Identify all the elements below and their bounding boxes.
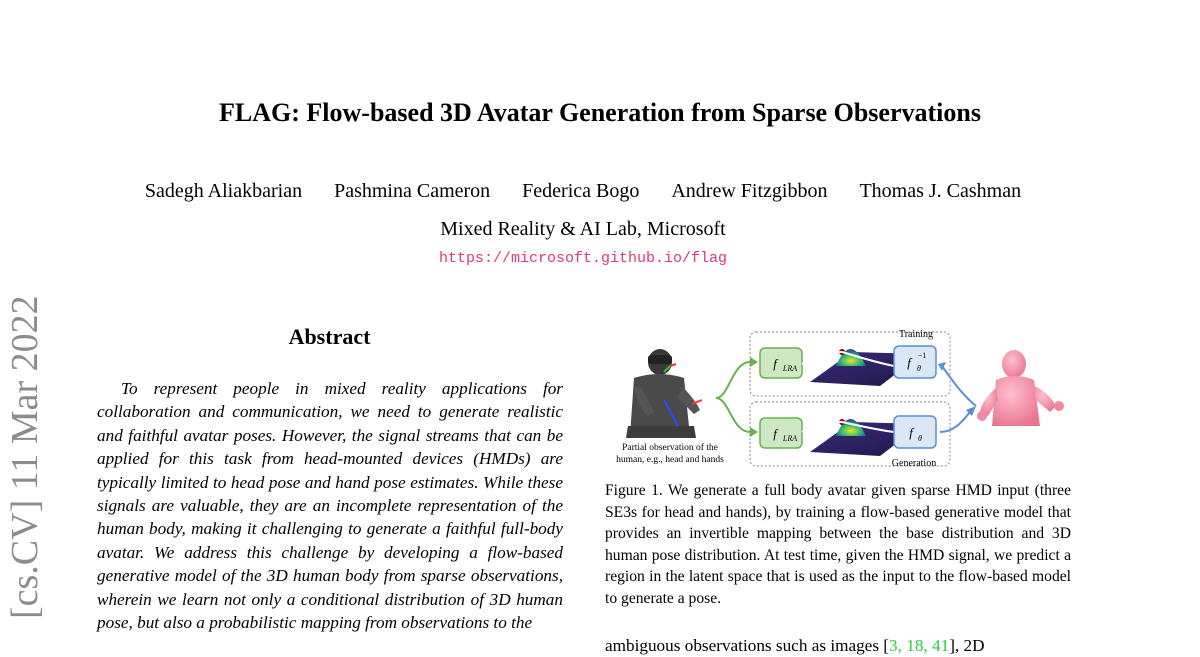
body-text-before: ambiguous observations such as images [ bbox=[605, 636, 890, 655]
inv-label-sub: θ bbox=[917, 364, 921, 373]
inverse-flow-box bbox=[894, 346, 936, 378]
figure-caption: Figure 1. We generate a full body avatar given sparse HMD input (three SE3s for head and hands), by training a flow-based generative model that provides an invertible mapping between the base distribution and 3D human pose distribution. At test time, given the HMD signal, we predict a region in the latent space that is used as the input to the flow-based model to generate a pose. bbox=[605, 482, 1071, 607]
affiliation: Mixed Reality & AI Lab, Microsoft bbox=[440, 218, 726, 240]
author-name: Sadegh Aliakbarian bbox=[144, 180, 303, 202]
forward-flow-box bbox=[894, 416, 936, 448]
arrow-forward-to-avatar bbox=[940, 412, 970, 432]
input-label-line2: human, e.g., head and hands bbox=[616, 455, 724, 465]
avatar-mesh-image bbox=[977, 350, 1064, 426]
figure-1-diagram bbox=[604, 326, 1074, 472]
generation-label: Generation bbox=[891, 458, 937, 469]
abstract-heading: Abstract bbox=[288, 324, 371, 349]
project-url-link[interactable]: https://microsoft.github.io/flag bbox=[438, 250, 728, 267]
lra-label-f: f bbox=[773, 426, 777, 441]
fwd-label-f: f bbox=[909, 425, 913, 440]
arrow-to-generation bbox=[716, 398, 750, 432]
lra-box-top bbox=[760, 348, 802, 378]
arrow-avatar-to-inverse bbox=[942, 366, 976, 406]
author-name: Thomas J. Cashman bbox=[859, 180, 1022, 202]
author-list bbox=[0, 180, 1166, 203]
fwd-label-sub: θ bbox=[918, 434, 922, 443]
abstract-text: To represent people in mixed reality applications for collaboration and communication, we need to generate realistic and faithful avatar poses. However, the signal streams that can be applied for this task from head-mounted devices (HMDs) are typically limited to head pose and hand pose estimates. While these signals are valuable, they are an incomplete representation of the human body, making it challenging to generate a faithful full-body avatar. We address this challenge by developing a flow-based generative model of the 3D human body from sparse observations, wherein we learn not only a conditional distribution of 3D human pose, but also a probabilistic mapping from observations to the bbox=[97, 379, 563, 633]
paper-title: FLAG: Flow-based 3D Avatar Generation from Sparse Observations bbox=[219, 98, 981, 127]
white-arrow-top-in bbox=[802, 352, 842, 364]
author-name: Federica Bogo bbox=[522, 180, 640, 202]
inv-label-sup: −1 bbox=[917, 351, 927, 360]
author-name: Pashmina Cameron bbox=[334, 180, 491, 202]
person-silhouette-image bbox=[626, 349, 702, 438]
arrowhead bbox=[750, 357, 758, 367]
author-name: Andrew Fitzgibbon bbox=[671, 180, 828, 202]
lra-label-f: f bbox=[773, 356, 777, 371]
body-paragraph bbox=[605, 634, 1071, 657]
lra-label-sub: LRA bbox=[782, 364, 798, 373]
arrow-to-training bbox=[716, 362, 750, 398]
input-label-line1: Partial observation of the bbox=[622, 443, 718, 453]
lra-box-bottom bbox=[760, 418, 802, 448]
white-arrow-bottom-in bbox=[802, 422, 842, 432]
lra-label-sub: LRA bbox=[782, 434, 798, 443]
arrowhead bbox=[750, 427, 758, 437]
citation-link[interactable]: 3, 18, 41 bbox=[889, 636, 950, 655]
body-text-after: ], 2D bbox=[949, 636, 985, 655]
training-label: Training bbox=[898, 329, 934, 340]
arxiv-stamp: [cs.CV] 11 Mar 2022 bbox=[4, 295, 46, 619]
inv-label-f: f bbox=[907, 355, 911, 370]
